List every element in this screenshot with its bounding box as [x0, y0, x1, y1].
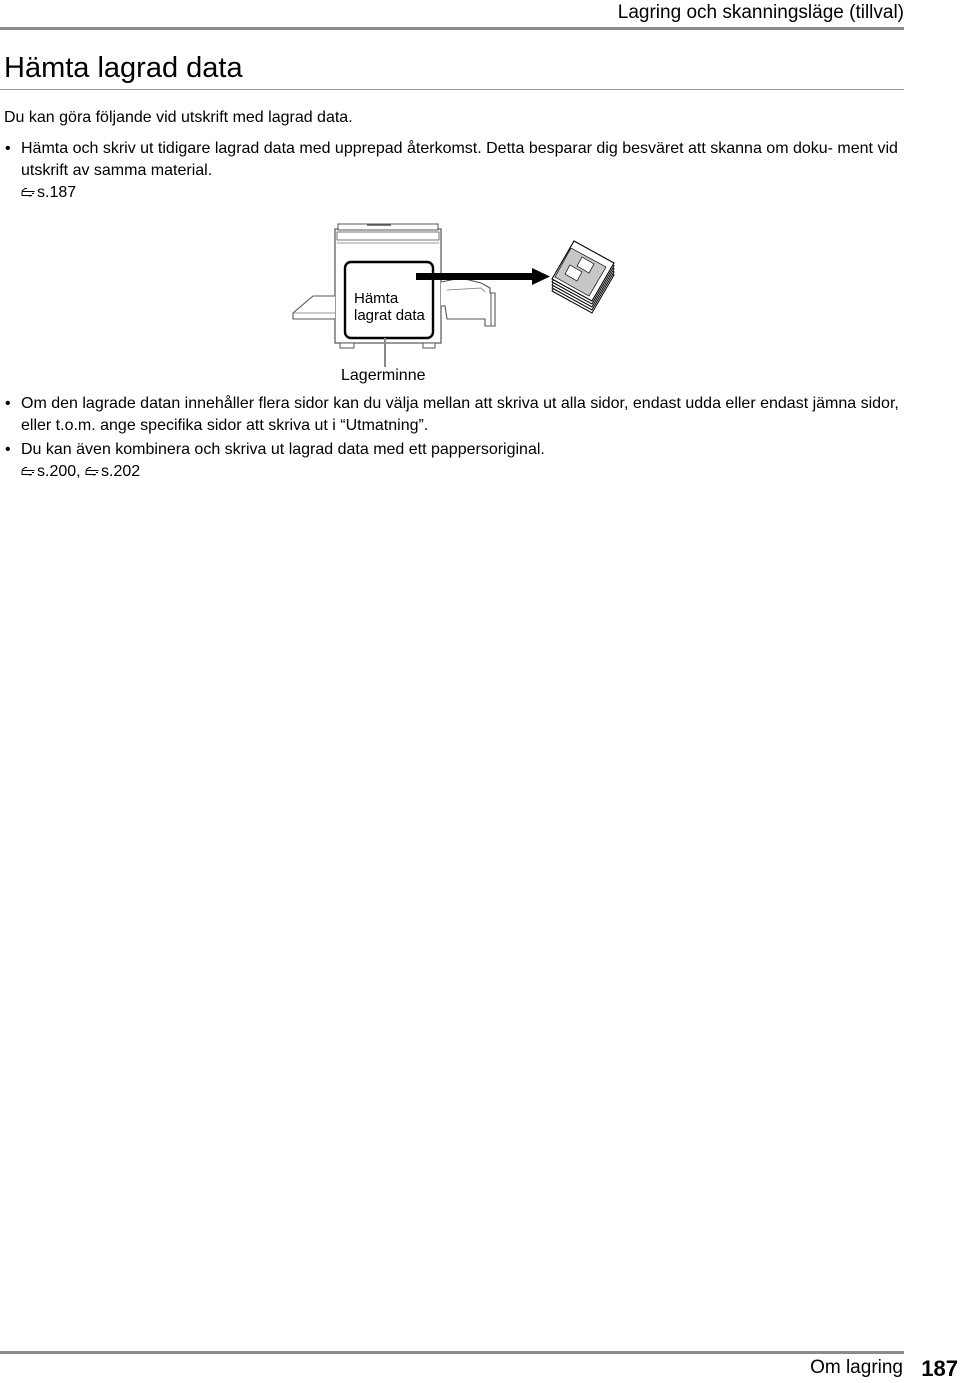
- bullet-dot: •: [5, 441, 11, 458]
- panel-label: [354, 290, 425, 324]
- bullet-list-bottom: [0, 393, 904, 483]
- page-reference-label: s.187: [37, 184, 77, 201]
- figure-caption: Lagerminne: [341, 367, 426, 384]
- page-reference-label: s.200,: [37, 463, 81, 480]
- bullet-text: Om den lagrade datan innehåller flera sidor kan du välja mellan att skriva ut alla sidor, endast udda eller endast jämna sidor, eller t.o.m. ange specifika sidor att skriva ut i “Utmatning”.: [21, 395, 899, 434]
- list-item: [0, 138, 904, 204]
- bullet-dot: •: [5, 395, 11, 412]
- bullet-list-top: [0, 138, 904, 204]
- printer-illustration: [285, 222, 625, 390]
- title-rule: [0, 89, 904, 90]
- page-reference[interactable]: [21, 461, 81, 483]
- running-header: Lagring och skanningsläge (tillval): [617, 2, 904, 23]
- stored-data-illustration: [285, 222, 625, 390]
- panel-label-line1: Hämta: [354, 290, 399, 307]
- list-item: [0, 393, 904, 437]
- list-item: [0, 439, 904, 483]
- footer-rule: [0, 1351, 904, 1354]
- page-reference[interactable]: [21, 182, 76, 204]
- bullet-text: Du kan även kombinera och skriva ut lagrad data med ett pappersoriginal.: [21, 441, 545, 458]
- header-rule: [0, 27, 904, 30]
- page-title: Hämta lagrad data: [4, 52, 243, 84]
- pointing-hand-icon: [21, 466, 36, 477]
- intro-text: Du kan göra följande vid utskrift med lagrad data.: [4, 109, 353, 126]
- pointing-hand-icon: [21, 187, 36, 198]
- pointing-hand-icon: [85, 466, 100, 477]
- page-reference-label: s.202: [101, 463, 141, 480]
- page-reference[interactable]: [85, 461, 140, 483]
- bullet-dot: •: [5, 140, 11, 157]
- bullet-text: Hämta och skriv ut tidigare lagrad data med upprepad återkomst. Detta besparar dig besväret att skanna om doku- ment vid utskrift av samma material.: [21, 140, 898, 179]
- footer-section-name: Om lagring: [810, 1357, 903, 1378]
- printed-pages-icon: [552, 241, 614, 313]
- page-number: 187: [921, 1356, 958, 1381]
- panel-label-line2: lagrat data: [354, 307, 425, 324]
